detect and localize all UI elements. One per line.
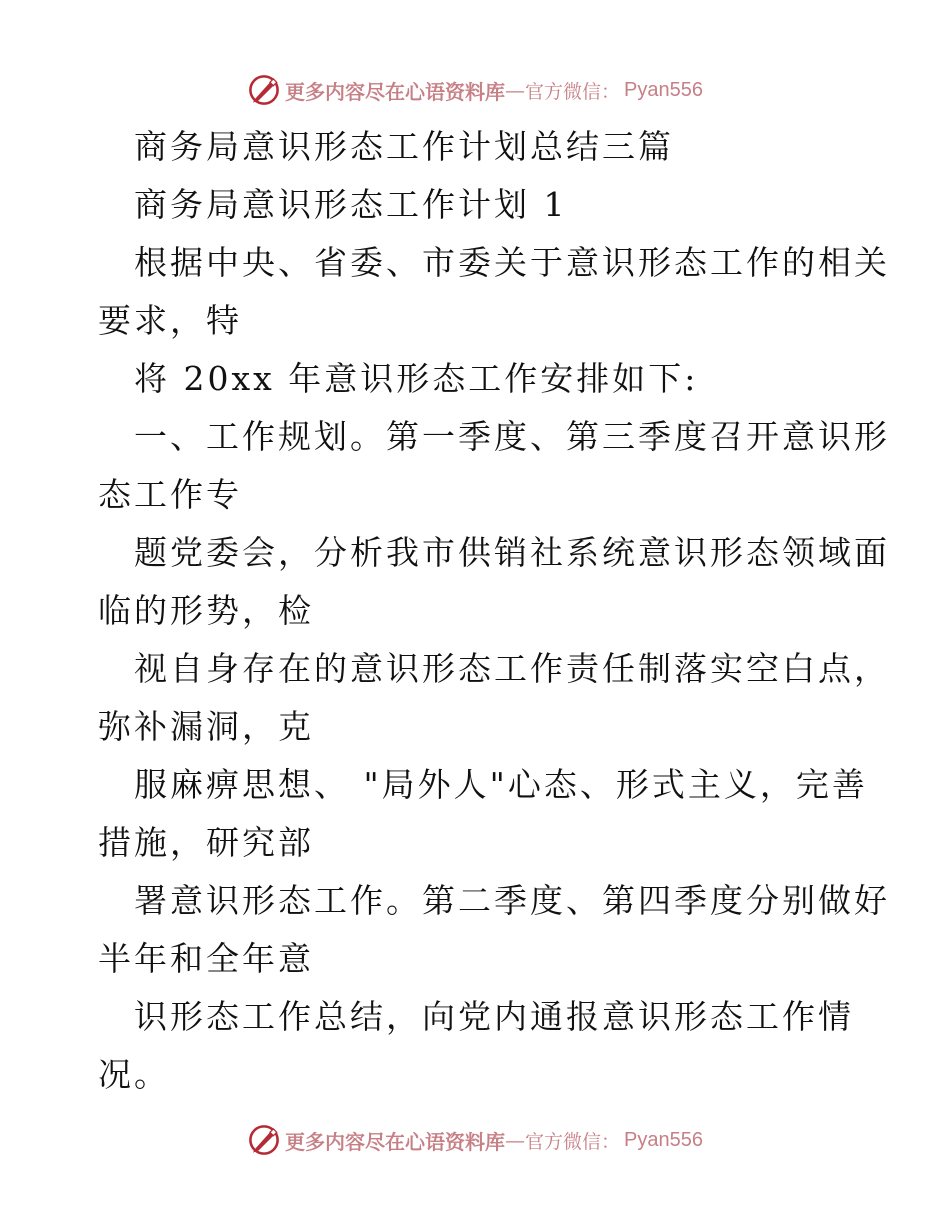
banner-wechat-id: Pyan556: [624, 1128, 703, 1151]
banner-wechat-label: 官方微信：: [525, 80, 621, 103]
paragraph-line: 半年和全年意: [98, 939, 314, 978]
paragraph-line: 况。: [98, 1055, 170, 1094]
banner-wechat-label: 官方微信：: [525, 1130, 621, 1153]
paragraph-line: 弥补漏洞，克: [98, 707, 314, 746]
banner-wechat-id: Pyan556: [624, 78, 703, 101]
paragraph-line: 将 20xx 年意识形态工作安排如下:: [134, 359, 699, 398]
section-heading: 商务局意识形态工作计划 1: [134, 185, 568, 224]
banner-slogan: 更多内容尽在心语资料库: [285, 79, 505, 104]
pen-logo-icon: [247, 73, 281, 107]
paragraph-line: 识形态工作总结，向党内通报意识形态工作情: [134, 997, 854, 1036]
document-body: [98, 118, 890, 1104]
paragraph-line: 服麻痹思想、 "局外人"心态、形式主义，完善: [134, 765, 868, 804]
paragraph-line: 要求，特: [98, 301, 242, 340]
footer-watermark-banner: [0, 1120, 950, 1160]
pen-logo-icon: [247, 1123, 281, 1157]
paragraph-line: 态工作专: [98, 475, 242, 514]
paragraph-line: 措施，研究部: [98, 823, 314, 862]
paragraph-line: 题党委会，分析我市供销社系统意识形态领域面: [134, 533, 890, 572]
banner-separator: —: [505, 78, 525, 102]
paragraph-line: 根据中央、省委、市委关于意识形态工作的相关: [134, 243, 890, 282]
document-title: 商务局意识形态工作计划总结三篇: [134, 127, 674, 166]
banner-slogan: 更多内容尽在心语资料库: [285, 1129, 505, 1154]
paragraph-line: 署意识形态工作。第二季度、第四季度分别做好: [134, 881, 890, 920]
banner-separator: —: [505, 1128, 525, 1152]
header-watermark-banner: [0, 70, 950, 110]
paragraph-line: 视自身存在的意识形态工作责任制落实空白点，: [134, 649, 890, 688]
paragraph-line: 一、工作规划。第一季度、第三季度召开意识形: [134, 417, 890, 456]
paragraph-line: 临的形势，检: [98, 591, 314, 630]
